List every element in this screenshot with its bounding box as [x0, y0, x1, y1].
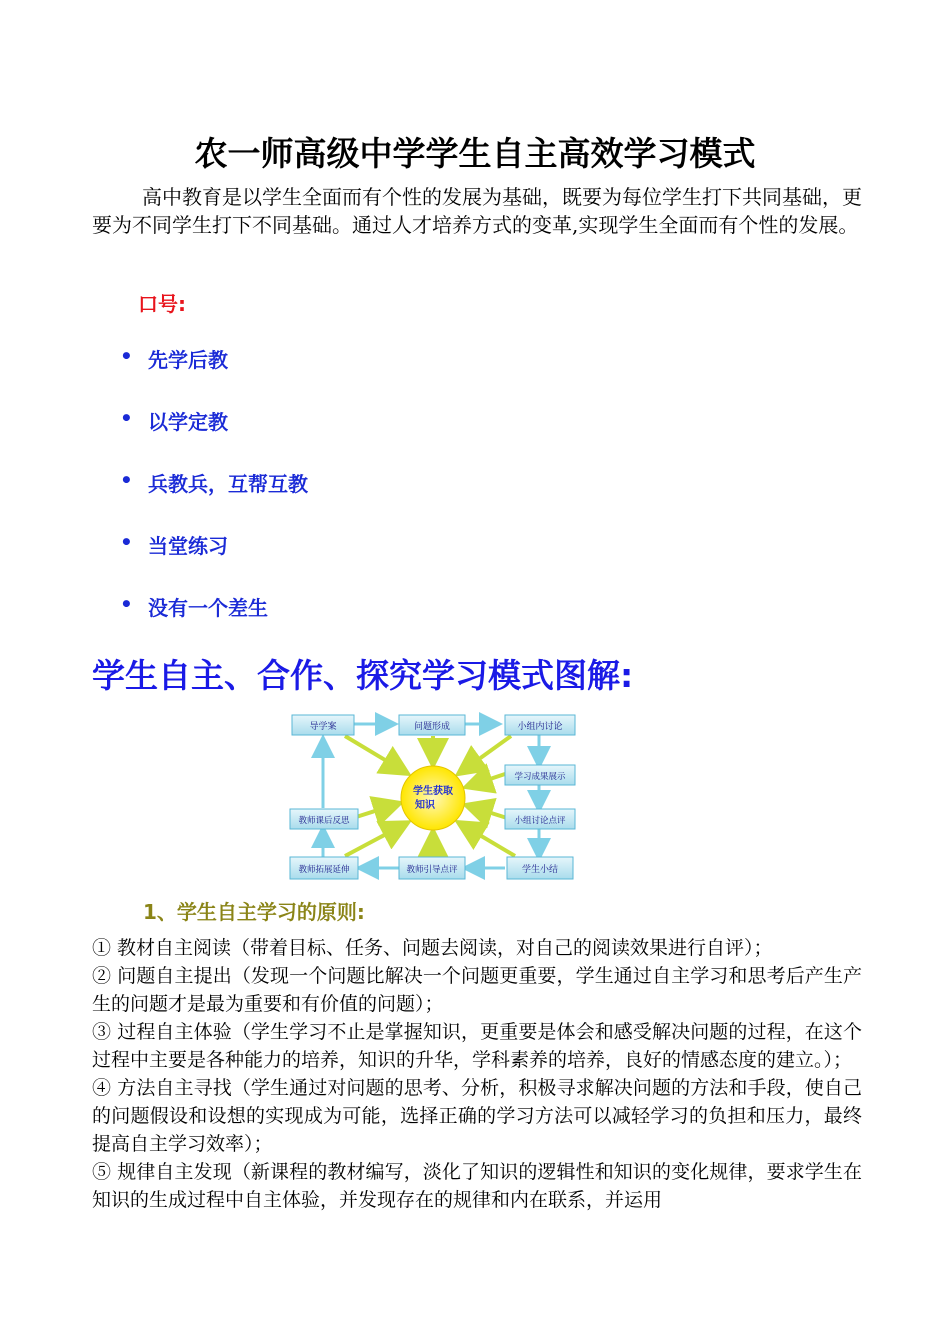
- center-label-1: 学生获取: [413, 786, 453, 797]
- box-teacher-extend-label: 教师拓展延伸: [298, 865, 350, 875]
- box-show-label: 学习成果展示: [514, 772, 566, 782]
- box-problem-label: 问题形成: [413, 722, 451, 732]
- slogan-item: [120, 344, 308, 406]
- bullet-icon: •: [120, 468, 133, 492]
- slogan-text: 以学定教: [148, 410, 228, 434]
- bullet-icon: •: [120, 344, 133, 368]
- center-label-2: 知识: [415, 800, 435, 811]
- slogan-item: [120, 406, 308, 468]
- box-group-discuss-label: 小组内讨论: [517, 722, 563, 732]
- slogan-item: [120, 468, 308, 530]
- page-title: 农一师高级中学学生自主高效学习模式: [194, 134, 756, 173]
- intro-paragraph: 高中教育是以学生全面而有个性的发展为基础，既要为每位学生打下共同基础，更要为不同学生打下不同基础。通过人才培养方式的变革,实现学生全面而有个性的发展。: [92, 185, 862, 237]
- center-circle: [401, 766, 465, 830]
- bullet-icon: •: [120, 592, 133, 616]
- box-guide-label: 导学案: [309, 722, 337, 732]
- bullet-icon: •: [120, 406, 133, 430]
- principle-item: ① 教材自主阅读（带着目标、任务、问题去阅读，对自己的阅读效果进行自评）；: [92, 937, 773, 959]
- box-summary-label: 学生小结: [521, 865, 559, 875]
- slogan-label: 口号:: [138, 292, 186, 316]
- slogan-text: 先学后教: [148, 348, 228, 372]
- principles-list: [92, 934, 862, 1214]
- principle-item: ④ 方法自主寻找（学生通过对问题的思考、分析，积极寻求解决问题的方法和手段，使自己的问题假设和设想的实现成为可能，选择正确的学习方法可以减轻学习的负担和压力，最终提高自主学习效率）；: [92, 1077, 862, 1155]
- principle-item: ③ 过程自主体验（学生学习不止是掌握知识，更重要是体会和感受解决问题的过程，在这个过程中主要是各种能力的培养，知识的升华，学科素养的培养，良好的情感态度的建立。）；: [92, 1021, 862, 1071]
- slogan-list: [120, 344, 308, 654]
- slogan-item: [120, 530, 308, 592]
- principles-title: 1、学生自主学习的原则:: [143, 900, 365, 924]
- box-teacher-guide-label: 教师引导点评: [406, 865, 458, 875]
- principle-item: ② 问题自主提出（发现一个问题比解决一个问题更重要，学生通过自主学习和思考后产生产生的问题才是最为重要和有价值的问题）；: [92, 965, 862, 1015]
- slogan-item: [120, 592, 308, 654]
- slogan-text: 没有一个差生: [148, 596, 268, 620]
- bullet-icon: •: [120, 530, 133, 554]
- slogan-text: 当堂练习: [148, 534, 228, 558]
- section-title: 学生自主、合作、探究学习模式图解:: [92, 656, 634, 695]
- box-review-label: 小组讨论点评: [514, 816, 566, 826]
- principle-item: ⑤ 规律自主发现（新课程的教材编写，淡化了知识的逻辑性和知识的变化规律，要求学生在知识的生成过程中自主体验，并发现存在的规律和内在联系，并运用: [92, 1161, 862, 1211]
- box-teacher-reflect-label: 教师课后反思: [298, 816, 350, 826]
- learning-model-diagram: [283, 706, 583, 884]
- slogan-text: 兵教兵，互帮互教: [148, 472, 308, 496]
